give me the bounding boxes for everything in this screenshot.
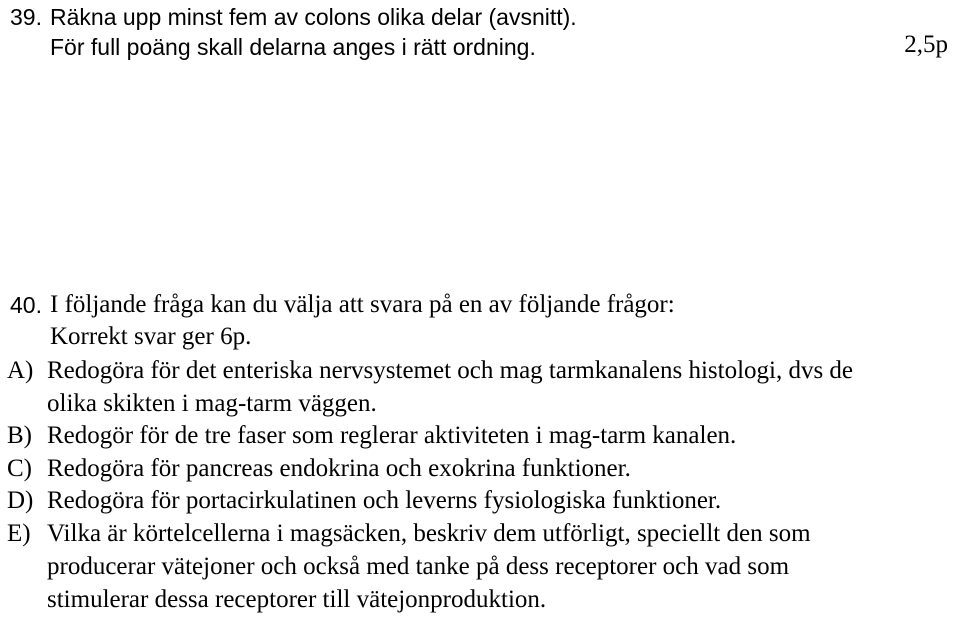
option-a-label: A) bbox=[7, 357, 34, 384]
option-e-label: E) bbox=[7, 520, 31, 547]
question-40-number: 40. bbox=[10, 292, 42, 318]
option-e-line-2: producerar vätejoner och också med tanke på dess receptorer och vad som bbox=[47, 553, 790, 580]
question-39-line-2: För full poäng skall delarna anges i rätt ordning. bbox=[50, 34, 536, 60]
option-c-line-1: Redogöra för pancreas endokrina och exokrina funktioner. bbox=[47, 455, 631, 482]
question-39-points: 2,5p bbox=[904, 31, 948, 58]
option-e-line-3: stimulerar dessa receptorer till vätejonproduktion. bbox=[47, 586, 547, 613]
option-a-line-2: olika skikten i mag-tarm väggen. bbox=[47, 390, 377, 417]
question-39-number: 39. bbox=[10, 4, 42, 30]
option-a-line-1: Redogöra för det enteriska nervsystemet och mag tarmkanalens histologi, dvs de bbox=[47, 357, 854, 384]
question-40-score-note: Korrekt svar ger 6p. bbox=[50, 323, 252, 350]
option-c-label: C) bbox=[7, 455, 32, 482]
option-b-line-1: Redogör för de tre faser som reglerar aktiviteten i mag-tarm kanalen. bbox=[47, 422, 737, 449]
question-39-line-1: Räkna upp minst fem av colons olika delar (avsnitt). bbox=[50, 4, 577, 30]
question-40-intro: I följande fråga kan du välja att svara på en av följande frågor: bbox=[50, 291, 675, 318]
option-d-label: D) bbox=[7, 487, 34, 514]
option-e-line-1: Vilka är körtelcellerna i magsäcken, beskriv dem utförligt, speciellt den som bbox=[47, 520, 811, 547]
option-d-line-1: Redogöra för portacirkulatinen och leverns fysiologiska funktioner. bbox=[47, 487, 722, 514]
option-b-label: B) bbox=[7, 422, 32, 449]
